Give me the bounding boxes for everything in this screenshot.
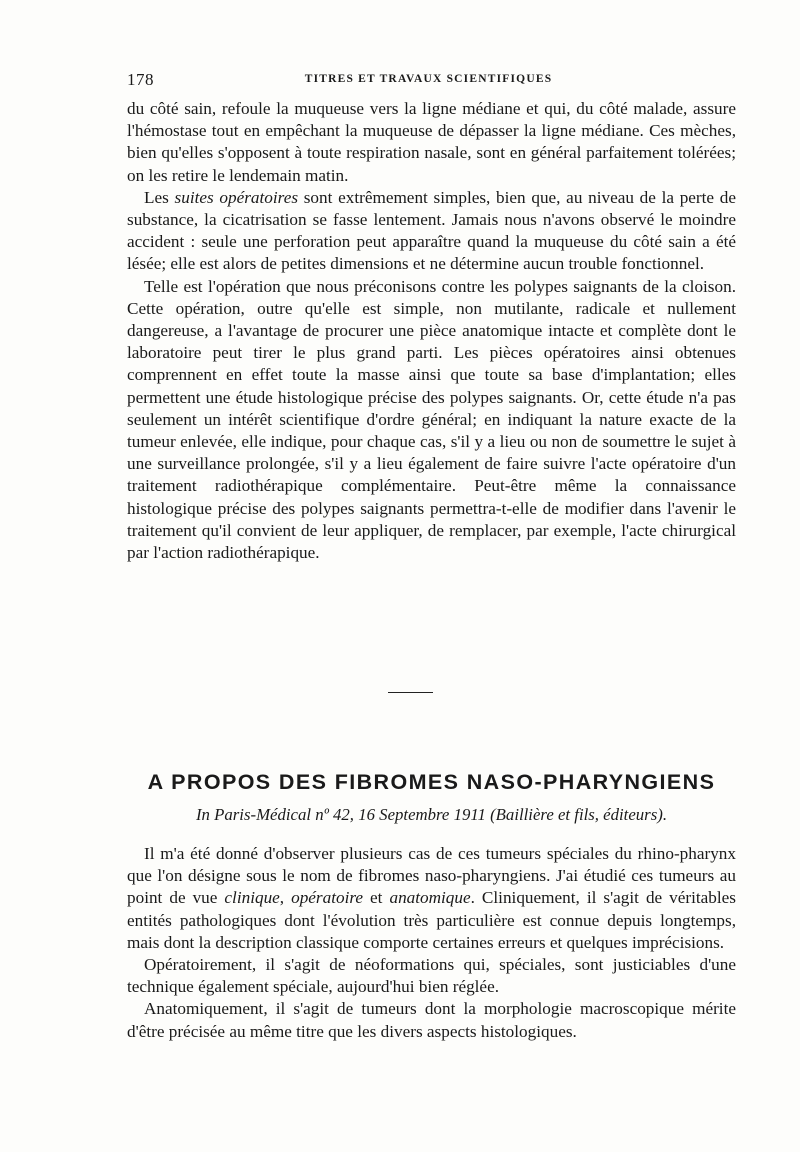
page-number: 178 xyxy=(127,70,154,89)
emphasis-clinique: clinique xyxy=(224,888,280,908)
paragraph-text: , xyxy=(279,888,292,908)
continued-text xyxy=(127,98,736,564)
article-section xyxy=(127,770,736,1043)
emphasis-suites-operatoires: suites opératoires xyxy=(174,187,299,207)
emphasis-anatomique: anatomique xyxy=(389,888,471,908)
section-title: A PROPOS DES FIBROMES NASO-PHARYNGIENS xyxy=(147,770,716,794)
citation: In Paris-Médical nº 42, 16 Septembre 1911 (Baillière et fils, éditeurs). xyxy=(195,805,668,824)
running-title: TITRES ET TRAVAUX SCIENTIFIQUES xyxy=(304,73,553,85)
paragraph-text: Il m'a été donné d'observer plusieurs cas de ces tumeurs spéciales du rhino-pharynx que l'on désigne sous le nom de fibromes naso-pharyngiens. J'ai étudié ces tumeurs au point de vue xyxy=(127,844,736,908)
paragraph-text: et xyxy=(363,888,390,908)
paragraph-operatoirement: Opératoirement, il s'agit de néoformations qui, spéciales, sont justiciables d'une technique également spéciale, aujourd'hui bien réglée. xyxy=(127,955,736,997)
section-divider xyxy=(388,692,433,693)
page-header xyxy=(127,70,730,96)
paragraph-intro xyxy=(127,843,736,954)
emphasis-operatoire: opératoire xyxy=(291,888,364,908)
paragraph-continuation: du côté sain, refoule la muqueuse vers la ligne médiane et qui, du côté malade, assure l'hémostase tout en empêchant la muqueuse de dépasser la ligne médiane. Ces mèches, bien qu'elles s'opposent à toute respiration nasale, sont en général parfaitement tolérées; on les retire le lendemain matin. xyxy=(127,99,736,185)
paragraph-text: sont extrêmement simples, bien que, au niveau de la perte de substance, la cicatrisation se fasse lentement. Jamais nous n'avons observé le moindre accident : seule une perforation peut apparaître quand la muqueuse du côté sain a été lésée; elle est alors de petites dimensions et ne détermine aucun trouble fonctionnel. xyxy=(127,187,736,274)
paragraph-text: . Cliniquement, il s'agit de véritables entités pathologiques dont l'évolution très particulière est connue depuis longtemps, mais dont la description classique comporte certaines erreurs et quelques imprécisions. xyxy=(127,888,736,952)
paragraph-operation: Telle est l'opération que nous préconisons contre les polypes saignants de la cloison. Cette opération, outre qu'elle est simple, non mutilante, radicale et nullement dangereuse, a l'avantage de procurer une pièce anatomique intacte et complète dont le laboratoire peut tirer le plus grand parti. Les pièces opératoires ainsi obtenues comprennent en effet toute la masse ainsi que toute sa base d'implantation; elles permettent une étude histologique précise des polypes saignants. Or, cette étude n'a pas seulement un intérêt scientifique d'ordre général; en indiquant la nature exacte de la tumeur enlevée, elle indique, pour chaque cas, s'il y a lieu ou non de soumettre le sujet à une surveillance prolongée, s'il y a lieu également de faire suivre l'acte opératoire d'un traitement radiothérapique complémentaire. Peut-être même la connaissance histologique précise des polypes saignants permettra-t-elle de modifier dans l'avenir le traitement qu'il convient de leur appliquer, de remplacer, par exemple, l'acte chirurgical par l'action radiothérapique. xyxy=(127,276,736,563)
section-body xyxy=(127,843,736,1043)
paragraph-text: Les xyxy=(144,187,175,207)
paragraph-anatomiquement: Anatomiquement, il s'agit de tumeurs dont la morphologie macroscopique mérite d'être précisée au même titre que les divers aspects histologiques. xyxy=(127,999,736,1041)
paragraph-suites-operatoires xyxy=(127,187,736,276)
